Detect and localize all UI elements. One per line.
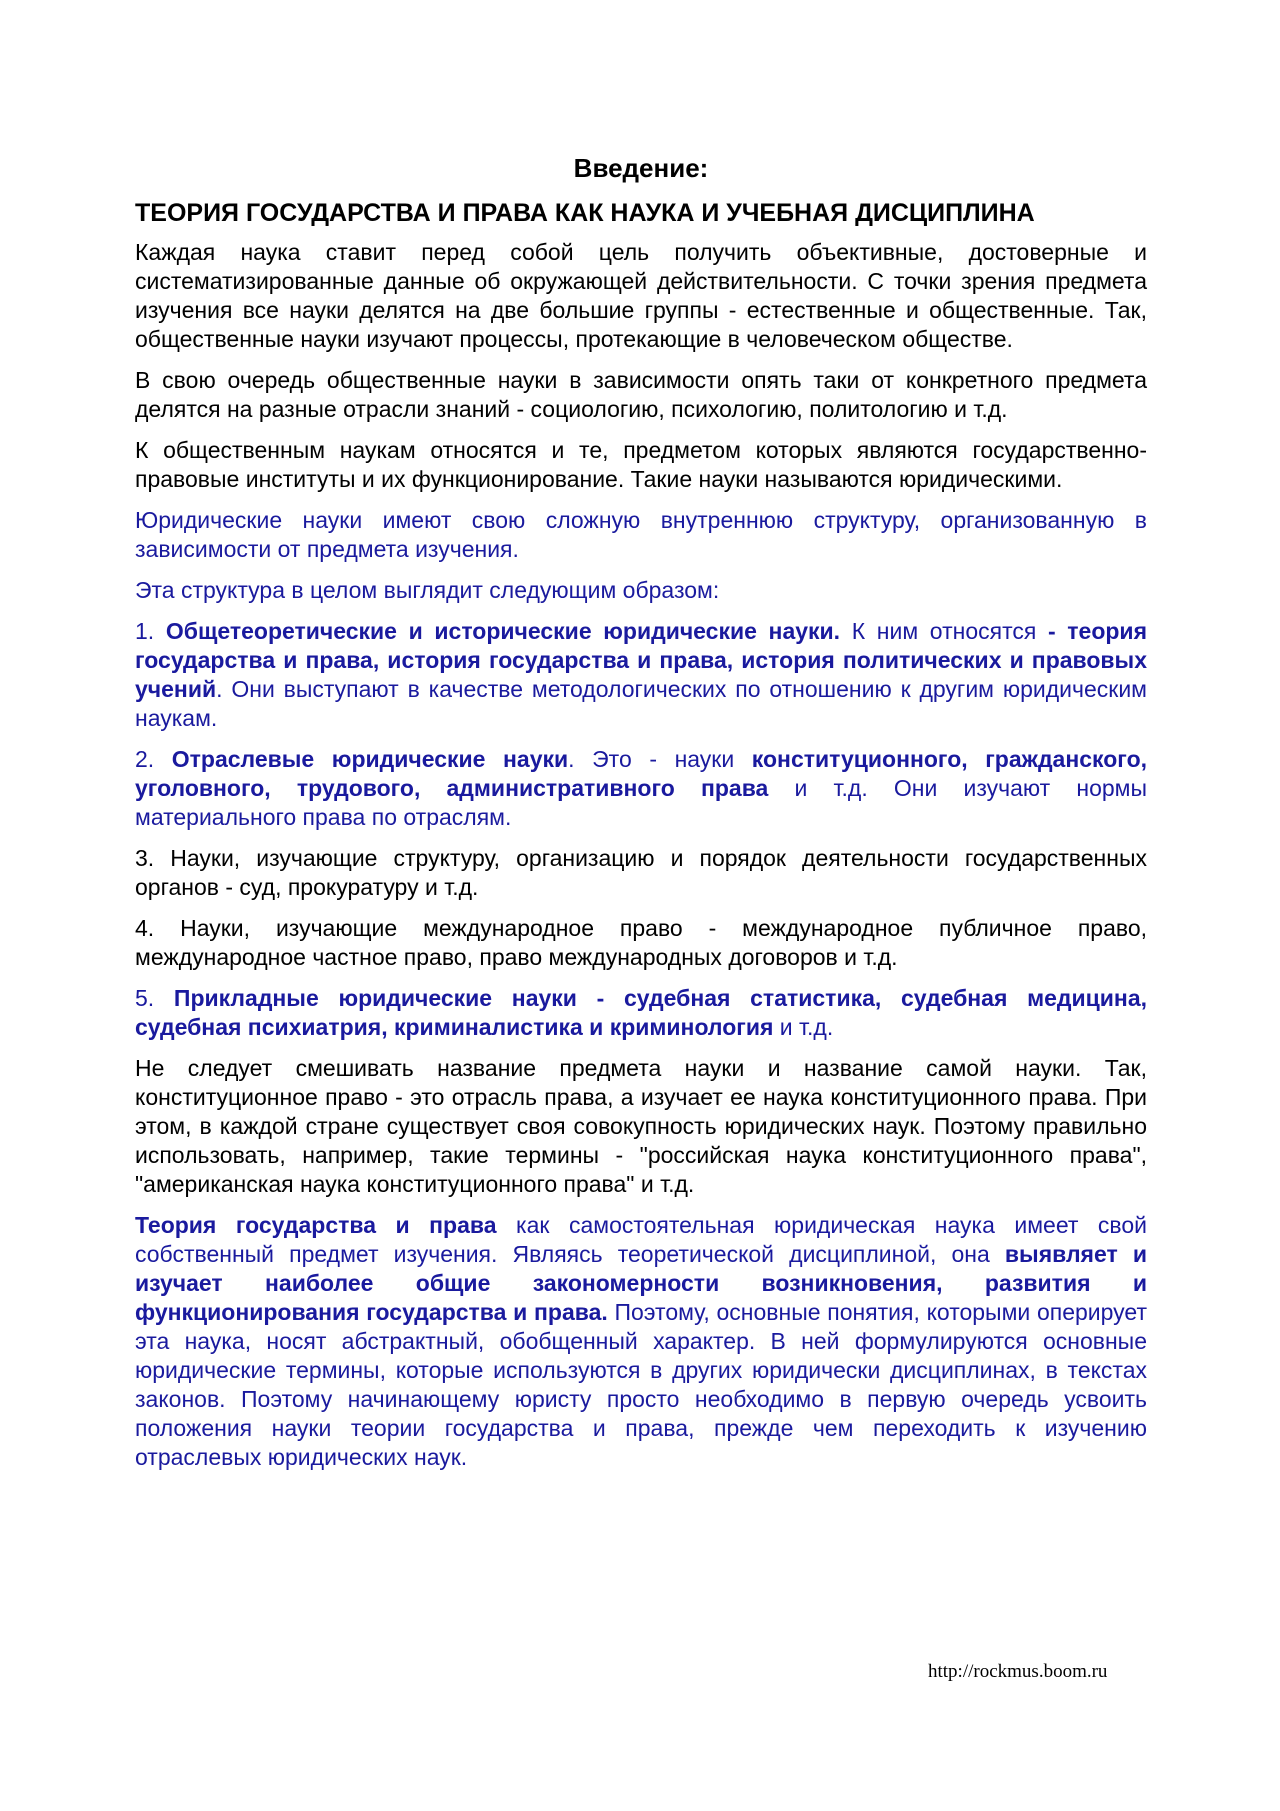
paragraph-7-bold-1: Теория государства и права [135,1212,497,1238]
list-item-3: 3. Науки, изучающие структуру, организацию и порядок деятельности государственных органов - суд, прокуратуру и т.д. [135,845,1147,900]
paragraph-7-text-2: Поэтому, основные понятия, которыми оперирует эта наука, носят абстрактный, обобщенный характер. В ней формулируются основные юридические термины, которые используются в других юридически дисциплинах, в текстах законов. Поэтому начинающему юристу просто необходимо в первую очередь усвоить положения науки теории государства и права, прежде чем переходить к изучению отраслевых юридических наук. [135,1299,1147,1470]
paragraph-7 [135,1211,1147,1472]
list-item-4: 4. Науки, изучающие международное право - международное публичное право, международное частное право, право международных договоров и т.д. [135,915,1147,970]
list-item-5-bold-1: Прикладные юридические науки - судебная статистика, судебная медицина, судебная психиатрия, криминалистика и криминология [135,985,1147,1040]
list-item-2-bold-1: Отраслевые юридические науки [171,746,569,772]
paragraph-4: Юридические науки имеют свою сложную внутреннюю структуру, организованную в зависимости от предмета изучения. [135,507,1147,562]
list-item-1-text-1: К ним относятся [840,618,1048,644]
main-title: ТЕОРИЯ ГОСУДАРСТВА И ПРАВА КАК НАУКА И УЧЕБНАЯ ДИСЦИПЛИНА [135,199,1035,227]
list-item-1-number: 1. [135,618,166,644]
list-item-1 [135,617,1147,733]
paragraph-5: Эта структура в целом выглядит следующим образом: [135,577,720,603]
paragraph-1: Каждая наука ставит перед собой цель получить объективные, достоверные и систематизированные данные об окружающей действительности. С точки зрения предмета изучения все науки делятся на две большие группы - естественные и общественные. Так, общественные науки изучают процессы, протекающие в человеческом обществе. [135,239,1147,352]
paragraph-2: В свою очередь общественные науки в зависимости опять таки от конкретного предмета делятся на разные отрасли знаний - социологию, психологию, политологию и т.д. [135,367,1147,422]
list-item-2-bold-2: конституционного, гражданского, уголовного, трудового, административного права [135,746,1148,801]
list-item-2-number: 2. [135,746,172,772]
paragraph-7-text-1: как самостоятельная юридическая наука имеет свой собственный предмет изучения. Являясь теоретической дисциплиной, она [135,1212,1147,1267]
list-item-2-text-2: и т.д. Они изучают нормы материального права по отраслям. [135,775,1147,830]
paragraph-6: Не следует смешивать название предмета науки и название самой науки. Так, конституционное право - это отрасль права, а изучает ее наука конституционного права. При этом, в каждой стране существует своя совокупность юридических наук. Поэтому правильно использовать, например, такие термины - "российская наука конституционного права", "американская наука конституционного права" и т.д. [135,1055,1147,1197]
list-item-1-bold-1: Общетеоретические и исторические юридические науки. [165,618,841,644]
paragraph-3: К общественным наукам относятся и те, предметом которых являются государственно-правовые институты и их функционирование. Такие науки называются юридическими. [135,437,1147,492]
list-item-5-number: 5. [135,985,174,1011]
list-item-1-text-2: . Они выступают в качестве методологических по отношению к другим юридическим наукам. [135,676,1147,731]
list-item-5-text-1: и т.д. [773,1014,834,1040]
list-item-2-text-1: . Это - науки [568,746,752,772]
footer-url: http://rockmus.boom.ru [928,1661,1108,1682]
document-page [135,150,1147,1484]
intro-title: Введение: [573,153,709,183]
paragraph-7-bold-2: выявляет и изучает наиболее общие закономерности возникновения, развития и функционирования государства и права. [135,1241,1147,1325]
list-item-5 [135,984,1147,1042]
list-item-1-bold-2: - теория государства и права, история государства и права, история политических и правовых учений [135,618,1147,702]
list-item-2 [135,745,1147,832]
